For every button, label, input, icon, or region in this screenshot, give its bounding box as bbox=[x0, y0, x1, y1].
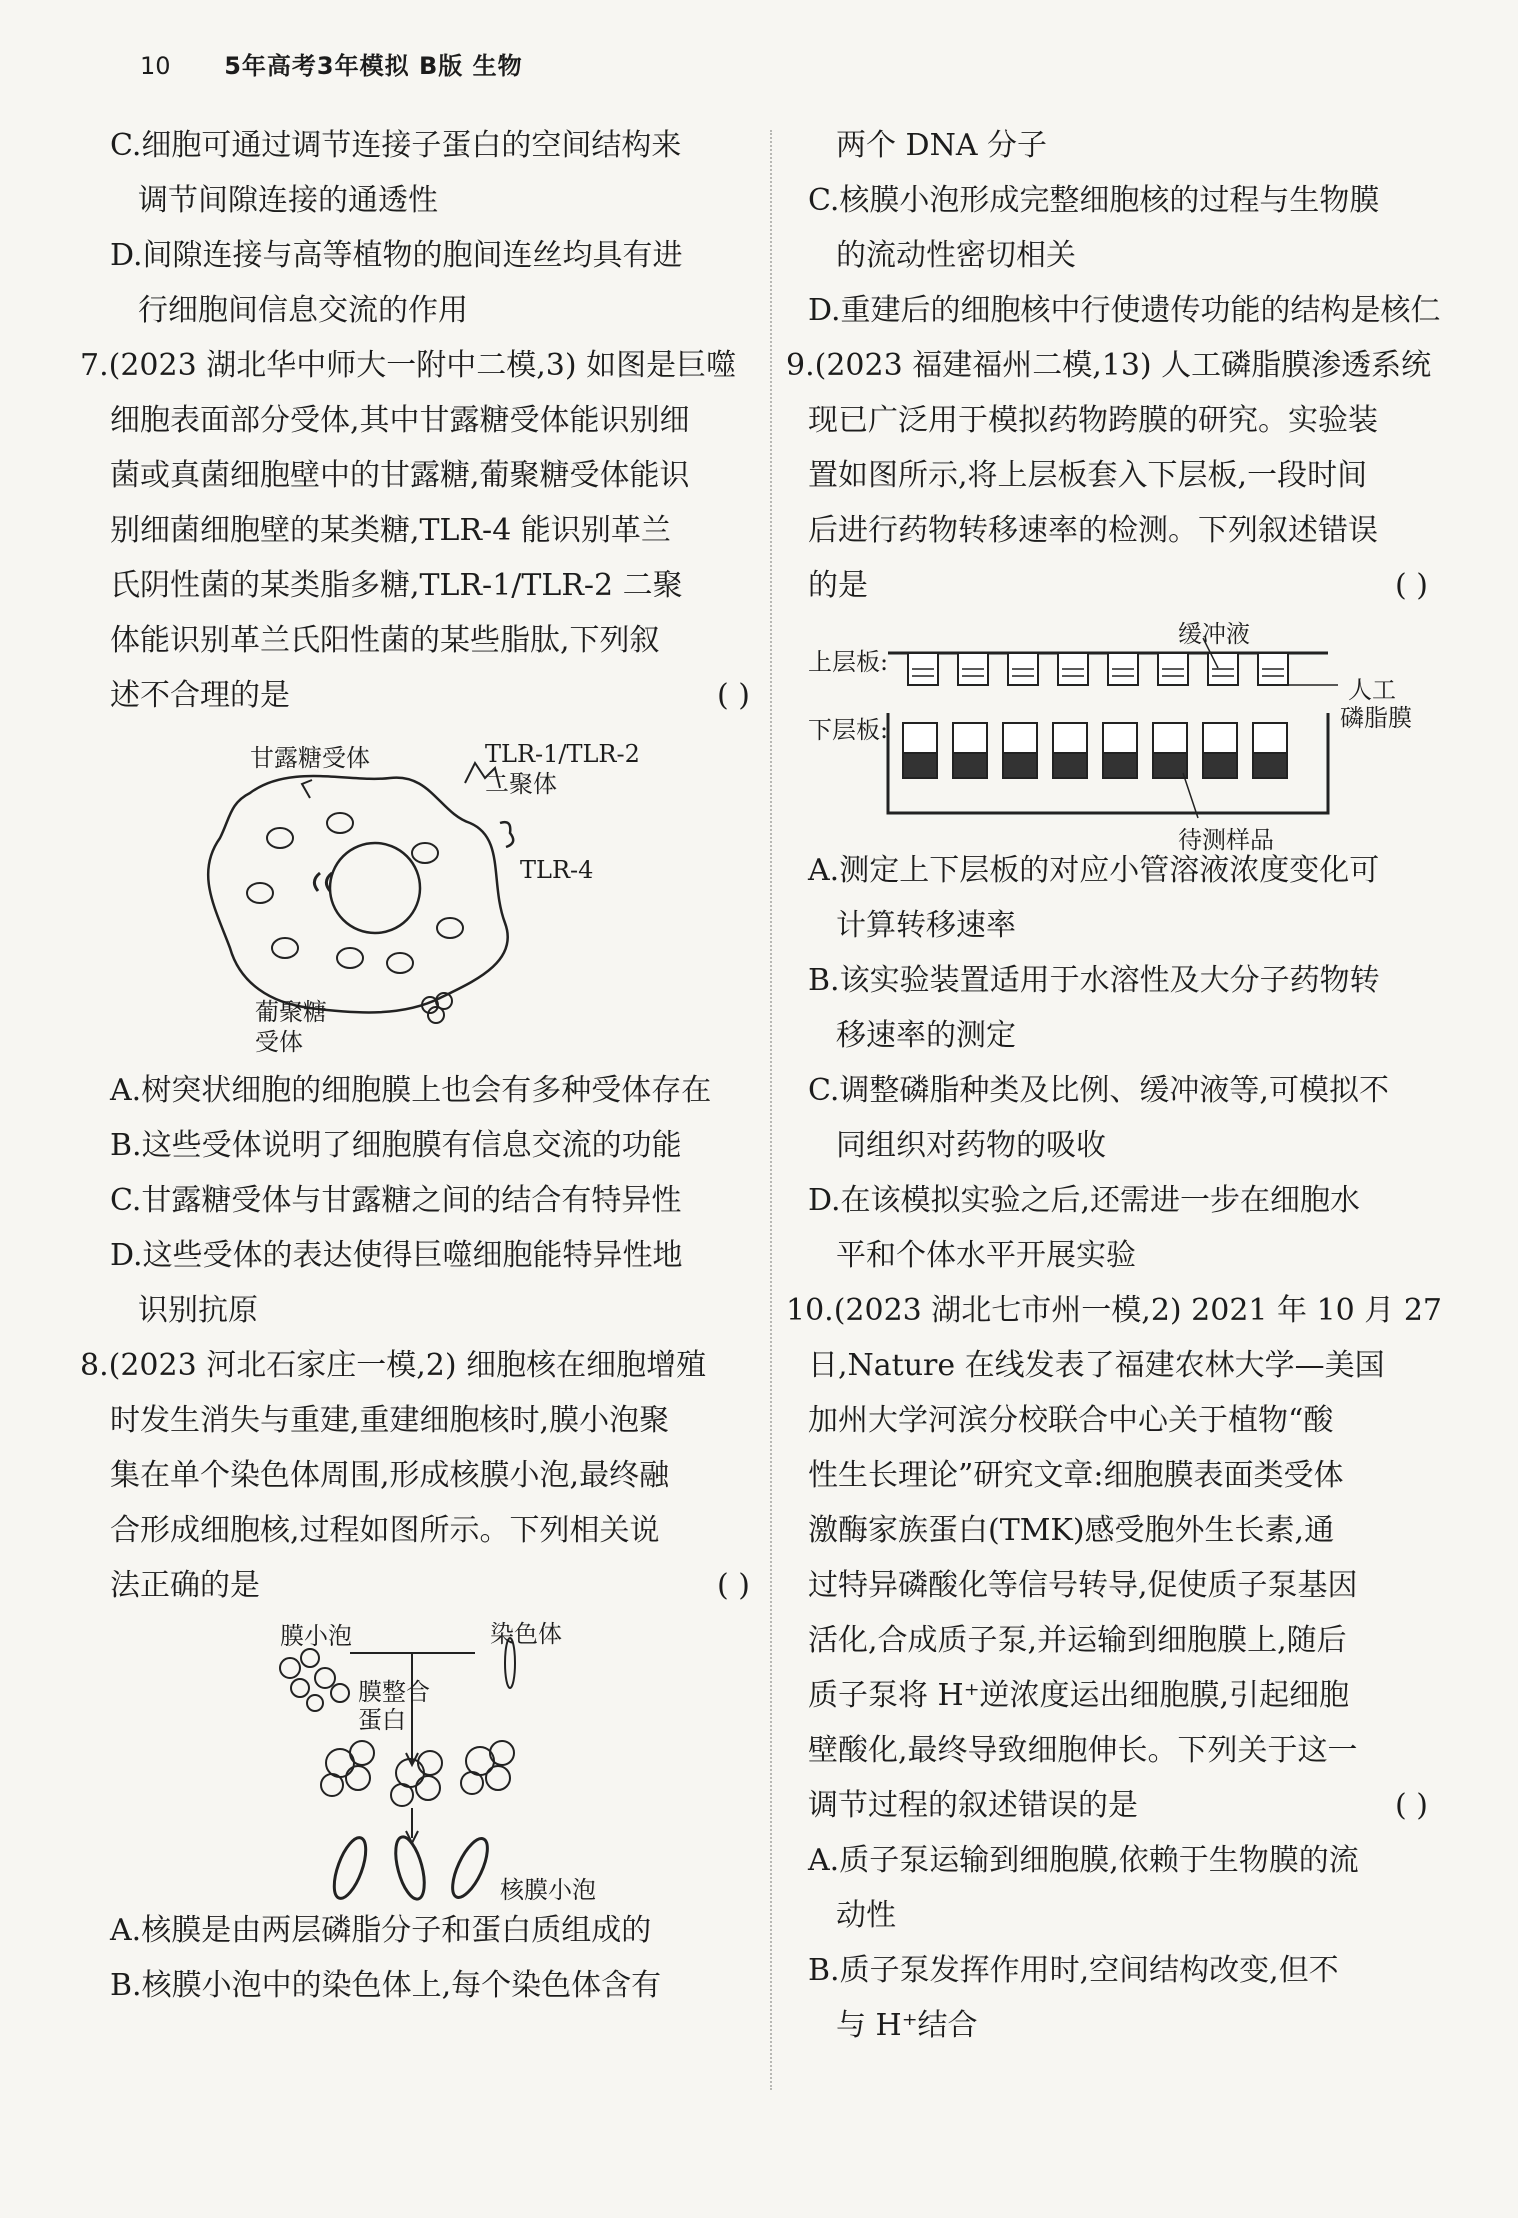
q7-stem: 体能识别革兰氏阳性菌的某些脂肽,下列叙 bbox=[110, 623, 660, 658]
membrane-label: 人工 bbox=[1348, 676, 1396, 704]
q8-stem: 合形成细胞核,过程如图所示。下列相关说 bbox=[110, 1513, 660, 1548]
lower-plate-label: 下层板: bbox=[808, 716, 889, 744]
answer-paren: ( ) bbox=[717, 1568, 750, 1603]
dimer-label: 二聚体 bbox=[485, 770, 557, 798]
glucan-receptor-label: 受体 bbox=[255, 1028, 303, 1056]
q6-option-c-cont: 调节间隙连接的通透性 bbox=[138, 183, 438, 218]
q9-option-d: D.在该模拟实验之后,还需进一步在细胞水 bbox=[808, 1183, 1361, 1218]
book-title: 5年高考3年模拟 B版 生物 bbox=[224, 52, 523, 80]
sample-label: 待测样品 bbox=[1178, 826, 1274, 854]
q7-stem: 细胞表面部分受体,其中甘露糖受体能识别细 bbox=[110, 403, 690, 438]
answer-paren: ( ) bbox=[717, 678, 750, 713]
column-divider bbox=[770, 130, 772, 2090]
q10-option-a: A.质子泵运输到细胞膜,依赖于生物膜的流 bbox=[808, 1843, 1359, 1878]
q10-option-a-cont: 动性 bbox=[836, 1898, 896, 1933]
vesicle-label: 膜小泡 bbox=[280, 1622, 352, 1650]
q9-option-a-cont: 计算转移速率 bbox=[836, 908, 1016, 943]
q10-stem: 过特异磷酸化等信号转导,促使质子泵基因 bbox=[808, 1568, 1358, 1603]
q7-stem: 菌或真菌细胞壁中的甘露糖,葡聚糖受体能识 bbox=[110, 458, 690, 493]
page-header bbox=[140, 46, 523, 81]
q8-option-b-cont: 两个 DNA 分子 bbox=[836, 128, 1048, 163]
q6-option-d: D.间隙连接与高等植物的胞间连丝均具有进 bbox=[110, 238, 683, 273]
q10-stem: 加州大学河滨分校联合中心关于植物“酸 bbox=[808, 1403, 1334, 1438]
q8-stem: 8.(2023 河北石家庄一模,2) 细胞核在细胞增殖 bbox=[80, 1348, 707, 1383]
q7-option-d-cont: 识别抗原 bbox=[138, 1293, 258, 1328]
q8-option-a: A.核膜是由两层磷脂分子和蛋白质组成的 bbox=[110, 1913, 652, 1948]
q9-option-b: B.该实验装置适用于水溶性及大分子药物转 bbox=[808, 963, 1380, 998]
tlr4-label: TLR-4 bbox=[520, 856, 594, 884]
q7-stem: 别细菌细胞壁的某类糖,TLR-4 能识别革兰 bbox=[110, 513, 671, 548]
q10-stem: 性生长理论”研究文章:细胞膜表面类受体 bbox=[808, 1458, 1344, 1493]
tlr12-label: TLR-1/TLR-2 bbox=[485, 740, 640, 768]
q9-option-d-cont: 平和个体水平开展实验 bbox=[836, 1238, 1136, 1273]
q7-stem: 7.(2023 湖北华中师大一附中二模,3) 如图是巨噬 bbox=[80, 348, 737, 383]
left-column bbox=[80, 118, 750, 2013]
nucleus-diagram bbox=[110, 1613, 750, 1903]
q8-stem: 集在单个染色体周围,形成核膜小泡,最终融 bbox=[110, 1458, 670, 1493]
membrane-protein-label: 蛋白 bbox=[358, 1706, 406, 1734]
q8-stem: 时发生消失与重建,重建细胞核时,膜小泡聚 bbox=[110, 1403, 670, 1438]
answer-paren: ( ) bbox=[1395, 1788, 1428, 1823]
q9-option-c-cont: 同组织对药物的吸收 bbox=[836, 1128, 1106, 1163]
macrophage-figure bbox=[110, 723, 750, 1063]
q10-stem: 调节过程的叙述错误的是 ( ) bbox=[808, 1778, 1428, 1833]
glucan-receptor-label: 葡聚糖 bbox=[255, 998, 327, 1026]
mannose-receptor-label: 甘露糖受体 bbox=[250, 744, 370, 772]
membrane-label: 磷脂膜 bbox=[1340, 704, 1412, 732]
q10-stem: 激酶家族蛋白(TMK)感受胞外生长素,通 bbox=[808, 1513, 1335, 1548]
q9-option-b-cont: 移速率的测定 bbox=[836, 1018, 1016, 1053]
membrane-device-figure bbox=[808, 613, 1428, 854]
q8-option-b: B.核膜小泡中的染色体上,每个染色体含有 bbox=[110, 1968, 662, 2003]
q7-option-c: C.甘露糖受体与甘露糖之间的结合有特异性 bbox=[110, 1183, 682, 1218]
q6-option-c: C.细胞可通过调节连接子蛋白的空间结构来 bbox=[110, 128, 682, 163]
nucleus-figure bbox=[110, 1613, 750, 1903]
q8-option-c-cont: 的流动性密切相关 bbox=[836, 238, 1076, 273]
q10-stem: 壁酸化,最终导致细胞伸长。下列关于这一 bbox=[808, 1733, 1358, 1768]
q9-option-a: A.测定上下层板的对应小管溶液浓度变化可 bbox=[808, 853, 1380, 888]
q9-stem: 后进行药物转移速率的检测。下列叙述错误 bbox=[808, 513, 1378, 548]
q9-stem: 9.(2023 福建福州二模,13) 人工磷脂膜渗透系统 bbox=[786, 348, 1432, 383]
q10-option-b: B.质子泵发挥作用时,空间结构改变,但不 bbox=[808, 1953, 1339, 1988]
q10-stem: 质子泵将 H⁺逆浓度运出细胞膜,引起细胞 bbox=[808, 1678, 1350, 1713]
upper-plate-label: 上层板: bbox=[808, 648, 889, 676]
q10-stem: 日,Nature 在线发表了福建农林大学—美国 bbox=[808, 1348, 1385, 1383]
nuclear-vesicle-label: 核膜小泡 bbox=[500, 1876, 596, 1904]
q7-option-d: D.这些受体的表达使得巨噬细胞能特异性地 bbox=[110, 1238, 683, 1273]
q10-option-b-cont: 与 H⁺结合 bbox=[836, 2008, 978, 2043]
q9-option-c: C.调整磷脂种类及比例、缓冲液等,可模拟不 bbox=[808, 1073, 1389, 1108]
right-column bbox=[786, 118, 1443, 2053]
q9-stem: 现已广泛用于模拟药物跨膜的研究。实验装 bbox=[808, 403, 1378, 438]
membrane-protein-label: 膜整合 bbox=[358, 1678, 430, 1706]
answer-paren: ( ) bbox=[1395, 568, 1428, 603]
q10-stem: 10.(2023 湖北七市州一模,2) 2021 年 10 月 27 bbox=[786, 1293, 1443, 1328]
q10-stem: 活化,合成质子泵,并运输到细胞膜上,随后 bbox=[808, 1623, 1347, 1658]
q7-stem: 氏阴性菌的某类脂多糖,TLR-1/TLR-2 二聚 bbox=[110, 568, 683, 603]
q7-option-a: A.树突状细胞的细胞膜上也会有多种受体存在 bbox=[110, 1073, 712, 1108]
macrophage-diagram bbox=[110, 723, 750, 1063]
q6-option-d-cont: 行细胞间信息交流的作用 bbox=[138, 293, 468, 328]
buffer-label: 缓冲液 bbox=[1178, 620, 1250, 648]
q8-stem: 法正确的是 ( ) bbox=[110, 1558, 750, 1613]
page-number: 10 bbox=[140, 52, 171, 80]
q9-stem: 置如图所示,将上层板套入下层板,一段时间 bbox=[808, 458, 1368, 493]
q8-option-c: C.核膜小泡形成完整细胞核的过程与生物膜 bbox=[808, 183, 1380, 218]
q8-option-d: D.重建后的细胞核中行使遗传功能的结构是核仁 bbox=[808, 293, 1441, 328]
membrane-device-diagram bbox=[808, 613, 1428, 843]
q7-stem: 述不合理的是 ( ) bbox=[110, 668, 750, 723]
q7-option-b: B.这些受体说明了细胞膜有信息交流的功能 bbox=[110, 1128, 682, 1163]
chromosome-label: 染色体 bbox=[490, 1620, 562, 1648]
q9-stem: 的是 ( ) bbox=[808, 558, 1428, 613]
